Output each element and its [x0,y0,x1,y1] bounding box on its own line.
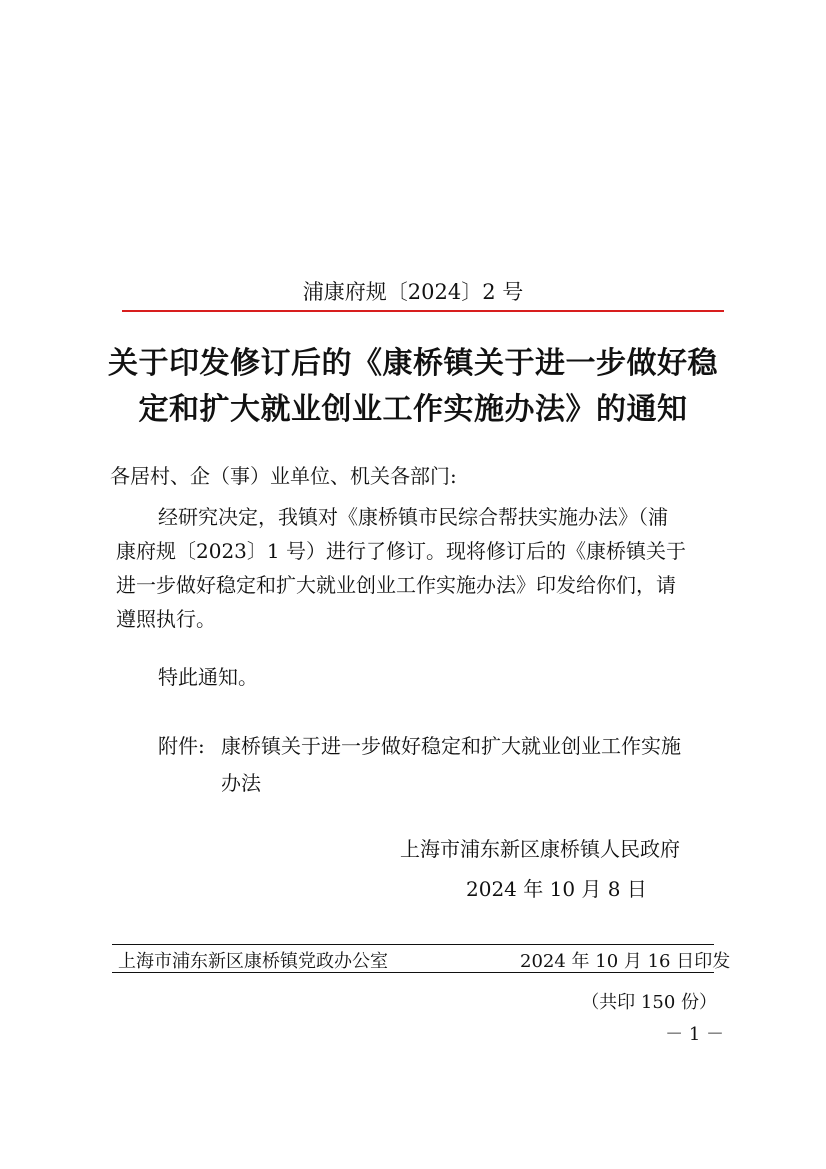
issue-date: 2024 年 10 月 8 日 [466,877,647,901]
body-paragraph [116,500,716,636]
issuer-name: 上海市浦东新区康桥镇人民政府 [400,837,680,861]
red-separator-line [122,310,724,312]
title-line-2: 定和扩大就业创业工作实施办法》的通知 [138,392,688,427]
salutation: 各居村、企（事）业单位、机关各部门: [110,464,457,488]
printing-office: 上海市浦东新区康桥镇党政办公室 [118,951,388,972]
copies-count: （共印 150 份） [581,992,717,1013]
attachment-title-line-2: 办法 [221,771,261,795]
footer-top-rule [112,944,714,945]
page-number: － 1 － [665,1024,724,1045]
title-line-1: 关于印发修订后的《康桥镇关于进一步做好稳 [108,346,718,381]
paragraph-line: 进一步做好稳定和扩大就业创业工作实施办法》印发给你们，请 [116,573,676,597]
document-number: 浦康府规〔2024〕2 号 [302,280,524,304]
footer-bottom-rule [112,972,714,973]
print-date: 2024 年 10 月 16 日印发 [520,951,731,972]
attachment-label: 附件: [158,734,205,758]
paragraph-line: 经研究决定，我镇对《康桥镇市民综合帮扶实施办法》（浦 [158,505,668,529]
attachment-title-line-1: 康桥镇关于进一步做好稳定和扩大就业创业工作实施 [221,734,681,758]
paragraph-line: 遵照执行。 [116,607,216,631]
special-notice: 特此通知。 [158,665,258,689]
paragraph-line: 康府规〔2023〕1 号）进行了修订。现将修订后的《康桥镇关于 [116,539,686,563]
